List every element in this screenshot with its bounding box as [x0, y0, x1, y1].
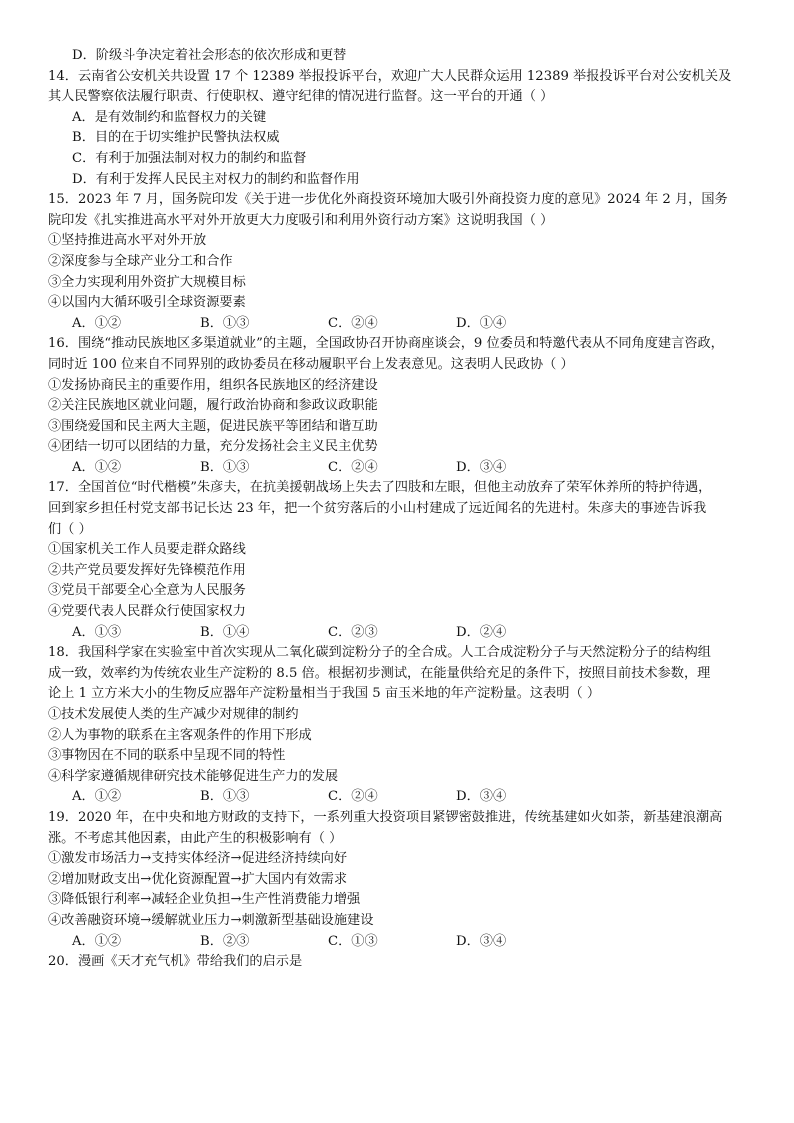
q14-stem-line-2: 其人民警察依法履行职责、行使职权、遵守纪律的情况进行监督。这一平台的开通（ ） — [48, 89, 554, 105]
q17-statement-2: ②共产党员要发挥好先锋模范作用 — [48, 562, 246, 578]
q18-stem-line-3: 论上 1 立方米大小的生物反应器年产淀粉量相当于我国 5 亩玉米地的年产淀粉量。这表明（ ） — [48, 686, 601, 702]
q17-statement-3: ③党员干部要全心全意为人民服务 — [48, 583, 246, 599]
q17-stem-line-3: 们（ ） — [48, 521, 92, 537]
q14-option-c: C．有利于加强法制对权力的制约和监督 — [72, 150, 307, 166]
q18-choice-a: A．①② — [72, 789, 122, 805]
q13-option-d: D．阶级斗争决定着社会形态的依次形成和更替 — [72, 48, 347, 63]
question-19 — [48, 808, 754, 952]
q16-statement-2: ②关注民族地区就业问题，履行政治协商和参政议政职能 — [48, 398, 378, 414]
q15-choice-c: C．②④ — [328, 315, 378, 331]
question-20 — [48, 952, 754, 973]
q14-option-b: B．目的在于切实维护民警执法权威 — [72, 130, 280, 146]
q17-statement-1: ①国家机关工作人员要走群众路线 — [48, 542, 246, 558]
q17-stem-line-1: 17．全国首位“时代楷模”朱彦夫，在抗美援朝战场上失去了四肢和左眼，但他主动放弃了荣军休养所的特护待遇， — [48, 480, 712, 496]
question-17 — [48, 478, 754, 643]
question-14 — [48, 67, 754, 191]
q19-statement-2: ②增加财政支出→优化资源配置→扩大国内有效需求 — [48, 871, 348, 887]
q15-choice-d: D．①④ — [456, 315, 507, 331]
q19-stem-line-1: 19．2020 年，在中央和地方财政的支持下，一系列重大投资项目紧锣密鼓推进，传统基建如火如荼，新基建浪潮高 — [48, 809, 723, 825]
q18-choice-d: D．③④ — [456, 789, 507, 805]
q18-stem-line-2: 成一致，效率约为传统农业生产淀粉的 8.5 倍。根据初步测试，在能量供给充足的条件下，按照目前技术参数，理 — [48, 665, 711, 681]
q19-choice-a: A．①② — [72, 933, 122, 949]
q17-choice-b: B．①④ — [200, 624, 250, 640]
exam-page — [48, 46, 754, 973]
q18-choices — [48, 787, 754, 808]
q18-statement-4: ④科学家遵循规律研究技术能够促进生产力的发展 — [48, 768, 339, 784]
q15-choices — [48, 314, 754, 335]
q15-statement-2: ②深度参与全球产业分工和合作 — [48, 253, 233, 269]
q18-statement-2: ②人为事物的联系在主客观条件的作用下形成 — [48, 727, 312, 743]
q16-choices — [48, 458, 754, 479]
q17-choice-c: C．②③ — [328, 624, 378, 640]
q15-choice-a: A．①② — [72, 315, 122, 331]
q19-stem-line-2: 涨。不考虑其他因素，由此产生的积极影响有（ ） — [48, 830, 343, 846]
q17-choice-d: D．②④ — [456, 624, 507, 640]
q18-choice-b: B．①③ — [200, 789, 250, 805]
question-18 — [48, 643, 754, 808]
q14-option-d: D．有利于发挥人民民主对权力的制约和监督作用 — [72, 171, 360, 187]
q19-statement-1: ①激发市场活力→支持实体经济→促进经济持续向好 — [48, 851, 348, 867]
q15-statement-3: ③全力实现利用外资扩大规模目标 — [48, 274, 246, 290]
q16-choice-d: D．③④ — [456, 459, 507, 475]
q14-stem-line-1: 14．云南省公安机关共设置 17 个 12389 举报投诉平台，欢迎广大人民群众运用 12389 举报投诉平台对公安机关及 — [48, 68, 732, 84]
q14-option-a: A．是有效制约和监督权力的关键 — [72, 109, 267, 125]
q15-stem-line-2: 院印发《扎实推进高水平对外开放更大力度吸引和利用外资行动方案》这说明我国（ ） — [48, 212, 554, 228]
q17-statement-4: ④党要代表人民群众行使国家权力 — [48, 604, 246, 620]
q16-choice-c: C．②④ — [328, 459, 378, 475]
q16-statement-3: ③围绕爱国和民主两大主题，促进民族平等团结和谐互助 — [48, 418, 378, 434]
q15-choice-b: B．①③ — [200, 315, 250, 331]
q15-statement-1: ①坚持推进高水平对外开放 — [48, 233, 207, 249]
q18-statement-1: ①技术发展使人类的生产减少对规律的制约 — [48, 707, 299, 722]
q18-statement-3: ③事物因在不同的联系中呈现不同的特性 — [48, 748, 286, 764]
q20-stem-line-1: 20．漫画《天才充气机》带给我们的启示是 — [48, 954, 303, 970]
q16-statement-1: ①发扬协商民主的重要作用，组织各民族地区的经济建设 — [48, 377, 378, 393]
q19-choice-c: C．①③ — [328, 933, 378, 949]
q19-statement-3: ③降低银行利率→减轻企业负担→生产性消费能力增强 — [48, 892, 361, 908]
q19-statement-4: ④改善融资环境→缓解就业压力→刺激新型基础设施建设 — [48, 912, 374, 928]
q15-stem-line-1: 15．2023 年 7 月，国务院印发《关于进一步优化外商投资环境加大吸引外商投资力度的意见》2024 年 2 月，国务 — [48, 192, 728, 208]
q19-choice-d: D．③④ — [456, 933, 507, 949]
q17-choice-a: A．①③ — [72, 624, 122, 640]
q16-choice-b: B．①③ — [200, 459, 250, 475]
q16-choice-a: A．①② — [72, 459, 122, 475]
q19-choices — [48, 932, 754, 953]
q17-stem-line-2: 回到家乡担任村党支部书记长达 23 年，把一个贫穷落后的小山村建成了远近闻名的先进村。朱彦夫的事迹告诉我 — [48, 501, 707, 517]
q16-stem-line-1: 16．围绕“推动民族地区多渠道就业”的主题，全国政协召开协商座谈会，9 位委员和特邀代表从不同角度建言咨政， — [48, 336, 724, 352]
q17-choices — [48, 623, 754, 644]
q16-stem-line-2: 同时近 100 位来自不同界别的政协委员在移动履职平台上发表意见。这表明人民政协（ ） — [48, 356, 574, 372]
question-15 — [48, 190, 754, 334]
q18-stem-line-1: 18．我国科学家在实验室中首次实现从二氧化碳到淀粉分子的全合成。人工合成淀粉分子与天然淀粉分子的结构组 — [48, 645, 711, 661]
q15-statement-4: ④以国内大循环吸引全球资源要素 — [48, 295, 246, 311]
q18-choice-c: C．②④ — [328, 789, 378, 805]
question-16 — [48, 334, 754, 478]
q19-choice-b: B．②③ — [200, 933, 250, 949]
q16-statement-4: ④团结一切可以团结的力量，充分发扬社会主义民主优势 — [48, 439, 378, 455]
